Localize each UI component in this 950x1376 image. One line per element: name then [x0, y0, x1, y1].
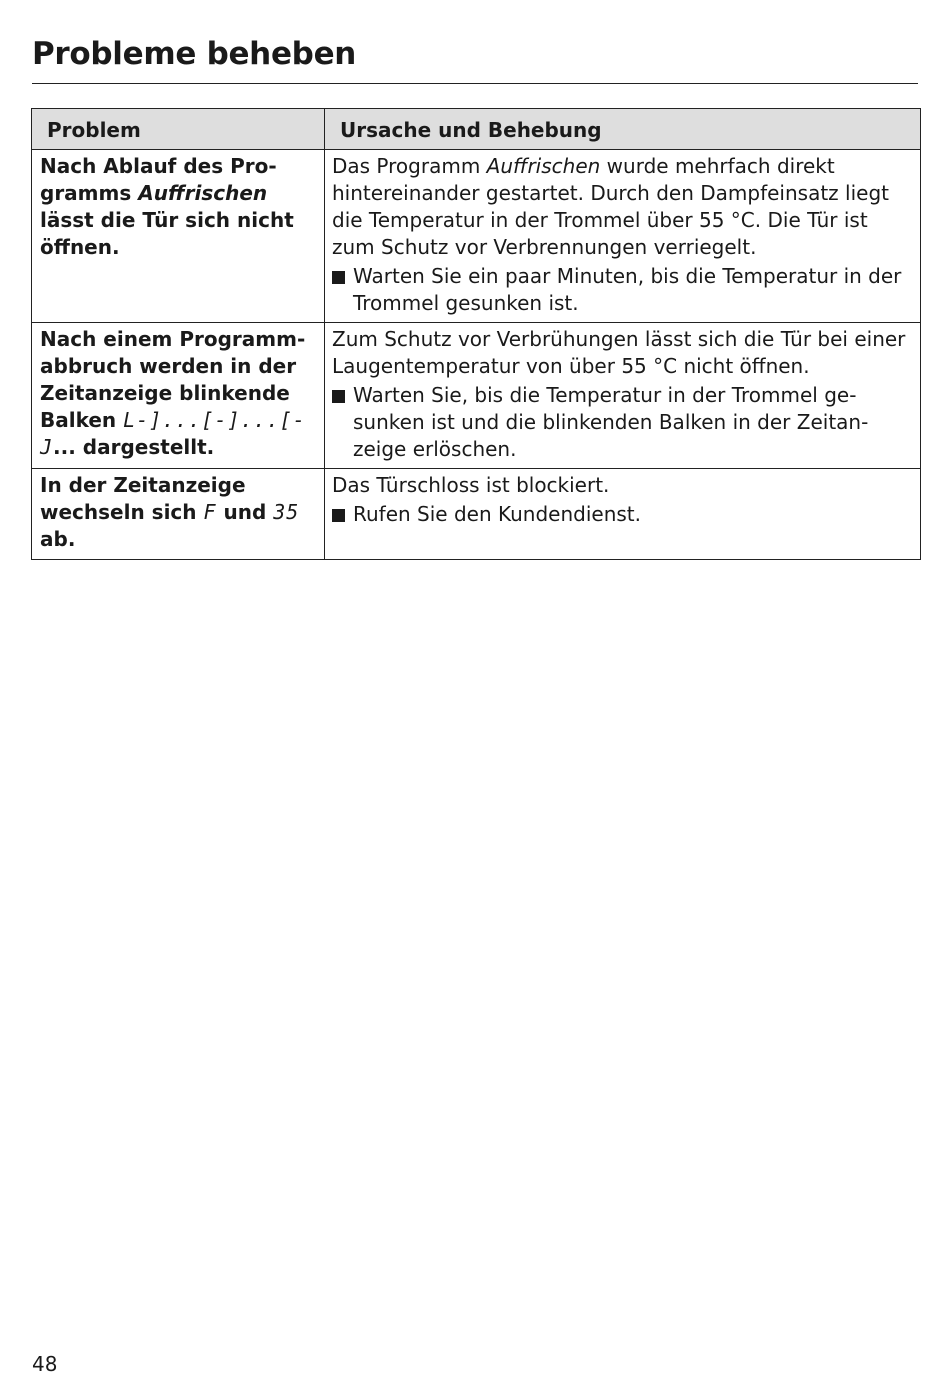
cause-text-part: Das Programm — [332, 154, 487, 178]
table-row — [32, 150, 921, 323]
table-header-row — [32, 109, 921, 150]
action-step-text: Rufen Sie den Kundendienst. — [353, 502, 641, 526]
program-name: Auffrischen — [486, 154, 601, 178]
display-segment-symbol: L-]...[-]...[-J — [40, 408, 306, 459]
problem-text: Nach Ablauf des Programms — [40, 154, 277, 205]
problem-cell — [32, 150, 325, 323]
column-header-cause: Ursache und Behebung — [325, 109, 921, 150]
page-title: Probleme beheben — [32, 36, 357, 72]
cause-text: Das Türschloss ist blockiert. — [332, 473, 610, 497]
action-step — [332, 382, 912, 463]
cause-cell — [325, 150, 921, 323]
problem-text: In der Zeitanzeige wechseln sich — [40, 473, 246, 524]
problem-cell — [32, 323, 325, 469]
problem-text: und — [216, 500, 274, 524]
cause-text — [332, 153, 912, 261]
column-header-problem: Problem — [32, 109, 325, 150]
cause-text-part: wurde mehrfach direkt hintereinander gestartet. Durch den Dampfeinsatz liegt die Temperatur in der Trommel über 55 °C. Die Tür ist zum Schutz vor Verbrennungen verriegelt. — [332, 154, 889, 259]
table-row — [32, 469, 921, 560]
table-row — [32, 323, 921, 469]
page-number: 48 — [32, 1352, 58, 1376]
problem-text: ... dargestellt. — [53, 435, 215, 459]
action-step-text: Warten Sie ein paar Minuten, bis die Temperatur in der Trommel gesunken ist. — [353, 264, 902, 315]
title-divider — [32, 83, 918, 84]
action-step — [332, 501, 912, 528]
action-step-text: Warten Sie, bis die Temperatur in der Trommel gesunken ist und die blinkenden Balken in der Zeitanzeige erlöschen. — [353, 383, 869, 461]
cause-cell — [325, 469, 921, 560]
display-segment-symbol: 35 — [273, 500, 300, 524]
problem-cell — [32, 469, 325, 560]
cause-text: Zum Schutz vor Verbrühungen lässt sich die Tür bei einer Laugentemperatur von über 55 °C nicht öffnen. — [332, 327, 906, 378]
square-bullet-icon — [332, 271, 345, 284]
troubleshooting-table — [31, 108, 921, 560]
display-segment-symbol: F — [203, 500, 217, 524]
problem-text: Nach einem Programmabbruch werden in der Zeitanzeige blinkende Balken — [40, 327, 306, 432]
problem-text: lässt die Tür sich nicht öffnen. — [40, 208, 294, 259]
cause-cell — [325, 323, 921, 469]
program-name: Auffrischen — [138, 181, 268, 205]
action-step — [332, 263, 912, 317]
square-bullet-icon — [332, 390, 345, 403]
square-bullet-icon — [332, 509, 345, 522]
problem-text: ab. — [40, 527, 76, 551]
